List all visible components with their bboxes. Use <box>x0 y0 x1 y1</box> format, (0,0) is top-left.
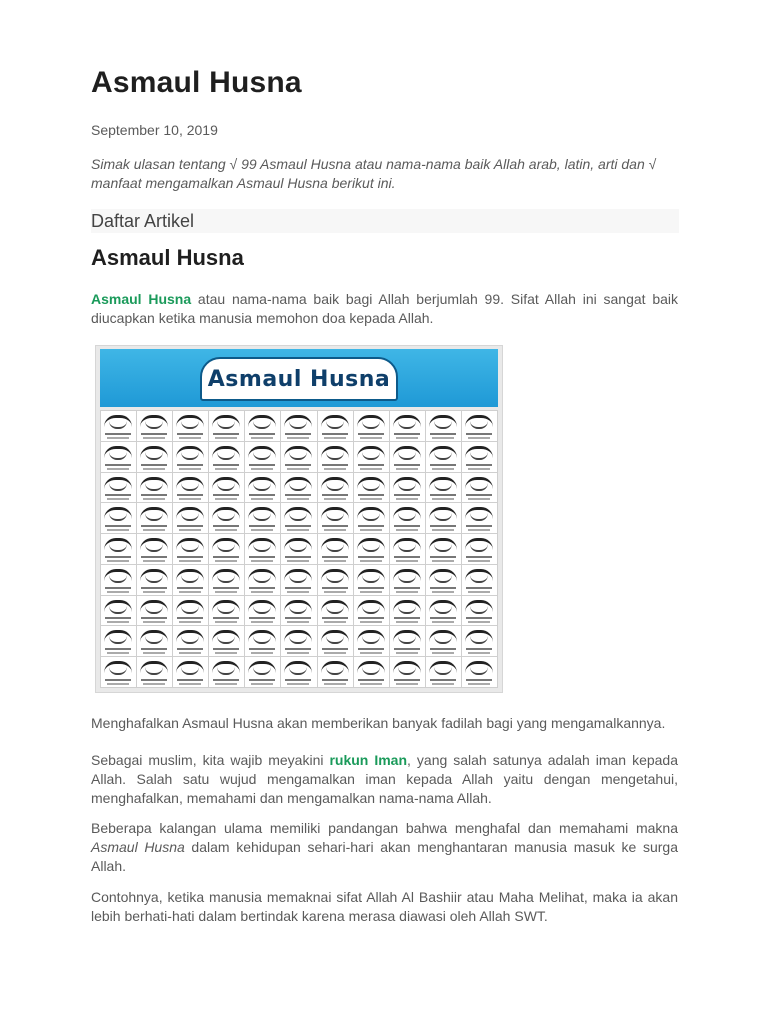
asmaul-husna-image <box>95 345 503 693</box>
calligraphy-cell <box>245 442 280 472</box>
calligraphy-cell <box>462 442 497 472</box>
calligraphy-cell <box>137 442 172 472</box>
calligraphy-cell <box>173 565 208 595</box>
calligraphy-cell <box>209 411 244 441</box>
paragraph-4 <box>91 819 678 876</box>
calligraphy-cell <box>426 442 461 472</box>
calligraphy-cell <box>390 626 425 656</box>
paragraph-3-text-b: , yang salah satunya adalah iman kepada Allah. Salah satu wujud mengamalkan iman kepada Allah yaitu dengan mengetahui, menghafalkan, memahami dan mengamalkan nama-nama Allah. <box>91 752 679 806</box>
calligraphy-cell <box>426 534 461 564</box>
calligraphy-cell <box>462 565 497 595</box>
calligraphy-cell <box>209 626 244 656</box>
calligraphy-cell <box>354 503 389 533</box>
calligraphy-cell <box>209 473 244 503</box>
calligraphy-cell <box>462 411 497 441</box>
paragraph-4-text-b: dalam kehidupan sehari-hari akan menghantaran manusia masuk ke surga Allah. <box>91 839 678 874</box>
calligraphy-cell <box>137 534 172 564</box>
calligraphy-cell <box>390 657 425 687</box>
calligraphy-cell <box>173 596 208 626</box>
calligraphy-cell <box>426 657 461 687</box>
calligraphy-cell <box>318 503 353 533</box>
calligraphy-cell <box>209 565 244 595</box>
rukun-iman-link[interactable]: rukun Iman <box>329 752 408 768</box>
calligraphy-cell <box>462 473 497 503</box>
calligraphy-cell <box>354 626 389 656</box>
calligraphy-cell <box>281 626 316 656</box>
calligraphy-cell <box>101 411 136 441</box>
banner-title: Asmaul Husna <box>207 366 391 392</box>
calligraphy-cell <box>354 411 389 441</box>
calligraphy-cell <box>101 626 136 656</box>
page-title: Asmaul Husna <box>91 66 302 99</box>
calligraphy-cell <box>281 473 316 503</box>
calligraphy-cell <box>462 657 497 687</box>
calligraphy-cell <box>245 503 280 533</box>
calligraphy-cell <box>281 534 316 564</box>
calligraphy-cell <box>173 657 208 687</box>
calligraphy-cell <box>390 534 425 564</box>
calligraphy-cell <box>318 442 353 472</box>
calligraphy-cell <box>281 503 316 533</box>
calligraphy-cell <box>462 503 497 533</box>
post-date: September 10, 2019 <box>91 122 218 138</box>
calligraphy-grid <box>100 410 498 688</box>
calligraphy-cell <box>137 596 172 626</box>
calligraphy-cell <box>281 411 316 441</box>
calligraphy-cell <box>173 442 208 472</box>
calligraphy-cell <box>318 657 353 687</box>
calligraphy-cell <box>281 596 316 626</box>
calligraphy-cell <box>137 626 172 656</box>
calligraphy-cell <box>318 596 353 626</box>
calligraphy-cell <box>245 596 280 626</box>
calligraphy-cell <box>101 534 136 564</box>
paragraph-4-text-a: Beberapa kalangan ulama memiliki pandangan bahwa menghafal dan memahami makna <box>91 820 678 836</box>
calligraphy-cell <box>426 565 461 595</box>
calligraphy-cell <box>173 534 208 564</box>
paragraph-3-text-a: Sebagai muslim, kita wajib meyakini <box>91 752 330 768</box>
calligraphy-cell <box>245 565 280 595</box>
paragraph-3 <box>91 751 678 808</box>
calligraphy-cell <box>137 473 172 503</box>
calligraphy-cell <box>354 442 389 472</box>
calligraphy-cell <box>101 565 136 595</box>
paragraph-1 <box>91 290 678 328</box>
table-of-contents-toggle[interactable]: Daftar Artikel <box>91 209 679 233</box>
calligraphy-cell <box>390 503 425 533</box>
image-banner <box>100 349 498 407</box>
calligraphy-cell <box>101 442 136 472</box>
paragraph-2: Menghafalkan Asmaul Husna akan memberikan banyak fadilah bagi yang mengamalkannya. <box>91 715 666 731</box>
calligraphy-cell <box>209 503 244 533</box>
calligraphy-cell <box>209 534 244 564</box>
calligraphy-cell <box>173 503 208 533</box>
calligraphy-cell <box>354 657 389 687</box>
calligraphy-cell <box>281 657 316 687</box>
calligraphy-cell <box>390 473 425 503</box>
calligraphy-cell <box>245 657 280 687</box>
calligraphy-cell <box>354 596 389 626</box>
intro-text: Simak ulasan tentang √ 99 Asmaul Husna atau nama-nama baik Allah arab, latin, arti dan √ manfaat mengamalkan Asmaul Husna berikut ini. <box>91 156 657 191</box>
calligraphy-cell <box>209 442 244 472</box>
calligraphy-cell <box>137 565 172 595</box>
calligraphy-cell <box>281 565 316 595</box>
calligraphy-cell <box>426 411 461 441</box>
calligraphy-cell <box>101 503 136 533</box>
calligraphy-cell <box>390 411 425 441</box>
calligraphy-cell <box>462 534 497 564</box>
calligraphy-cell <box>281 442 316 472</box>
calligraphy-cell <box>245 411 280 441</box>
calligraphy-cell <box>101 657 136 687</box>
calligraphy-cell <box>173 626 208 656</box>
calligraphy-cell <box>318 534 353 564</box>
calligraphy-cell <box>318 565 353 595</box>
calligraphy-cell <box>209 596 244 626</box>
calligraphy-cell <box>462 596 497 626</box>
calligraphy-cell <box>137 657 172 687</box>
calligraphy-cell <box>173 473 208 503</box>
calligraphy-cell <box>101 473 136 503</box>
section-heading: Asmaul Husna <box>91 245 244 270</box>
calligraphy-cell <box>101 596 136 626</box>
calligraphy-cell <box>426 626 461 656</box>
calligraphy-cell <box>426 596 461 626</box>
calligraphy-cell <box>318 411 353 441</box>
paragraph-4-emphasis: Asmaul Husna <box>91 839 185 855</box>
calligraphy-cell <box>137 411 172 441</box>
calligraphy-cell <box>173 411 208 441</box>
calligraphy-cell <box>245 534 280 564</box>
calligraphy-cell <box>209 657 244 687</box>
asmaul-husna-link[interactable]: Asmaul Husna <box>91 291 192 307</box>
calligraphy-cell <box>426 503 461 533</box>
calligraphy-cell <box>354 473 389 503</box>
calligraphy-cell <box>245 626 280 656</box>
calligraphy-cell <box>318 473 353 503</box>
calligraphy-cell <box>354 565 389 595</box>
calligraphy-cell <box>137 503 172 533</box>
calligraphy-cell <box>390 596 425 626</box>
calligraphy-cell <box>354 534 389 564</box>
calligraphy-cell <box>245 473 280 503</box>
calligraphy-cell <box>390 565 425 595</box>
paragraph-5: Contohnya, ketika manusia memaknai sifat Allah Al Bashiir atau Maha Melihat, maka ia akan lebih berhati-hati dalam bertindak karena merasa diawasi oleh Allah SWT. <box>91 889 678 924</box>
calligraphy-cell <box>390 442 425 472</box>
calligraphy-cell <box>318 626 353 656</box>
banner-badge <box>200 357 398 401</box>
calligraphy-cell <box>426 473 461 503</box>
calligraphy-cell <box>462 626 497 656</box>
paragraph-1-text: atau nama-nama baik bagi Allah berjumlah 99. Sifat Allah ini sangat baik diucapkan ketika manusia memohon doa kepada Allah. <box>91 291 678 326</box>
